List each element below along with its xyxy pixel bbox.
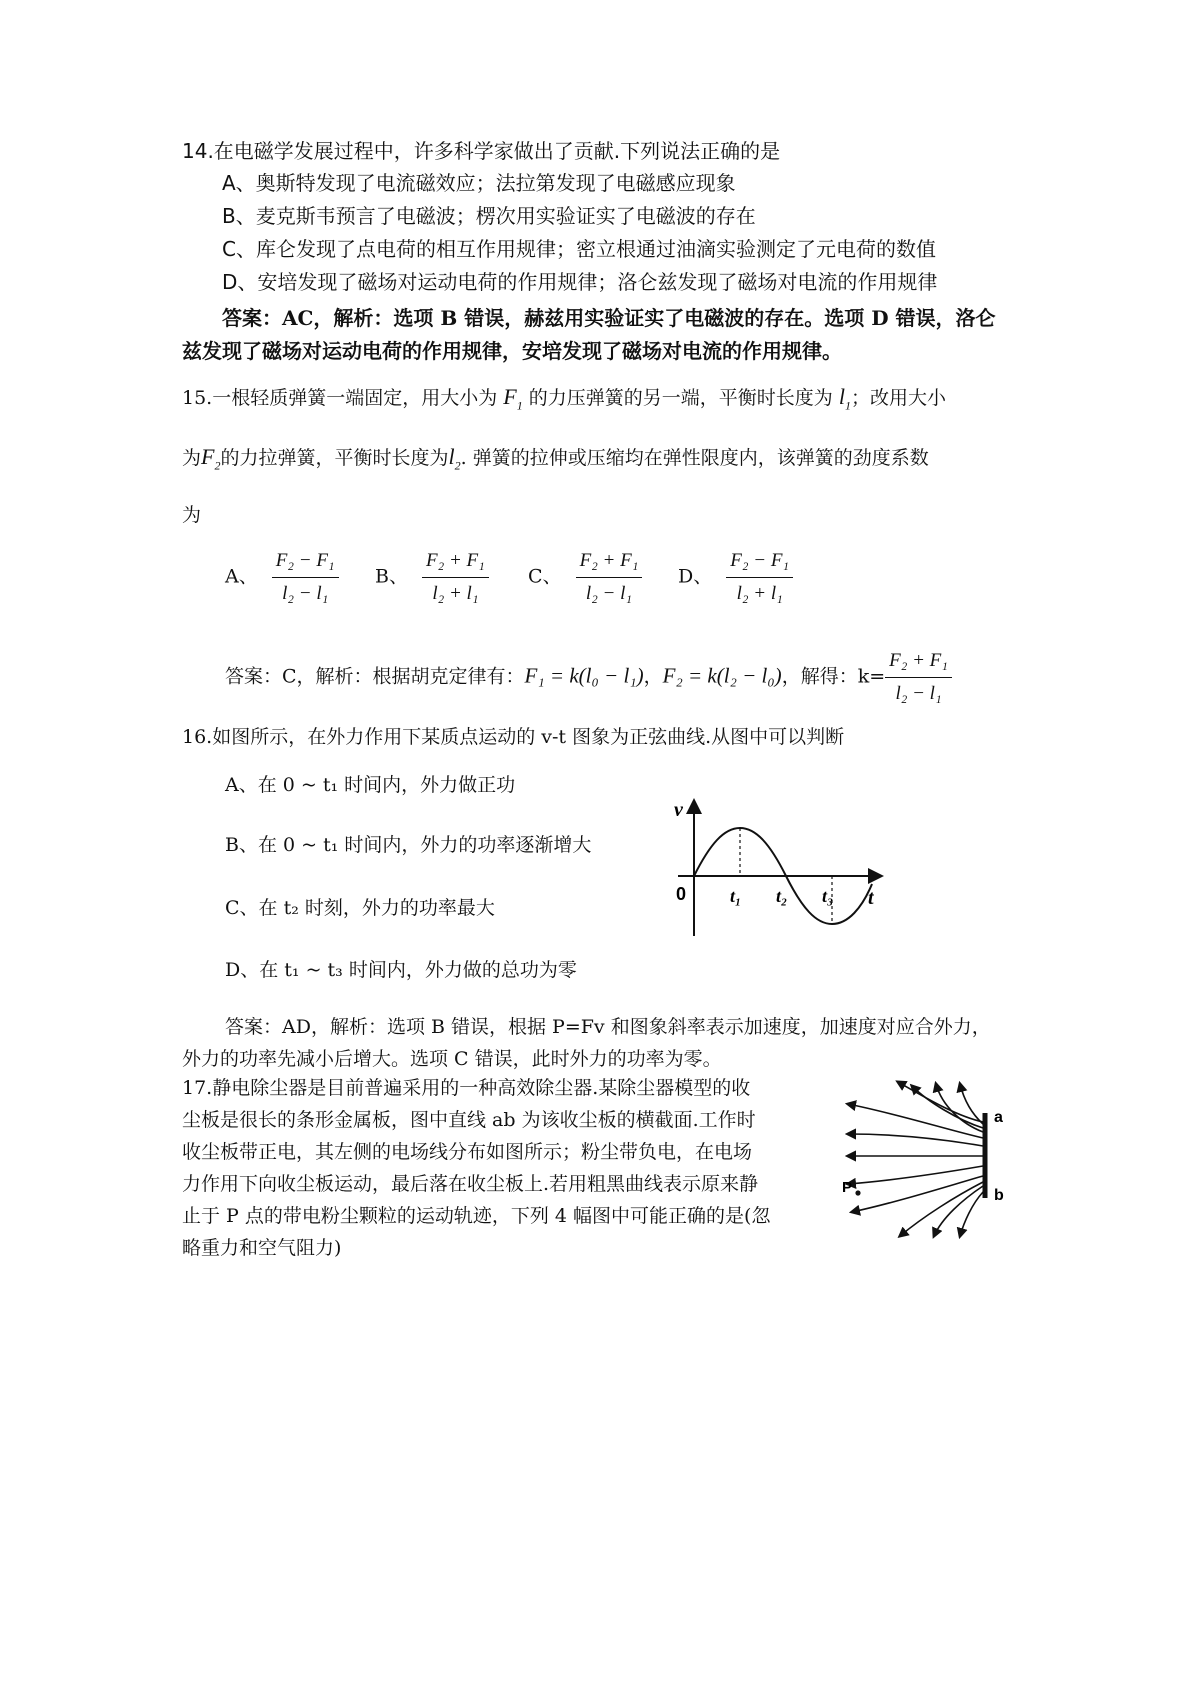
q17-line: 止于 P 点的带电粉尘颗粒的运动轨迹，下列 4 幅图中可能正确的是(忽 bbox=[182, 1205, 771, 1227]
q14-option-c: C、库仑发现了点电荷的相互作用规律；密立根通过油滴实验测定了元电荷的数值 bbox=[222, 237, 936, 261]
t-axis-label: t bbox=[868, 887, 874, 909]
q14-answer-line2: 兹发现了磁场对运动电荷的作用规律，安培发现了磁场对电流的作用规律。 bbox=[182, 339, 842, 363]
f1-symbol: $F_1$ bbox=[503, 384, 523, 413]
q17-line: 收尘板带正电，其左侧的电场线分布如图所示；粉尘带负电，在电场 bbox=[182, 1141, 753, 1163]
q16-option-c: C、在 t₂ 时刻，外力的功率最大 bbox=[225, 897, 495, 919]
q15-option-b-label: B、 bbox=[375, 565, 408, 588]
q14-answer-line1: 答案：AC，解析：选项 B 错误，赫兹用实验证实了电磁波的存在。选项 D 错误，洛仑 bbox=[222, 306, 996, 330]
fraction-denominator: l₂ + l₁ bbox=[736, 583, 783, 604]
field-line bbox=[934, 1186, 983, 1236]
t1-label: t₁ bbox=[730, 886, 742, 906]
q15-option-c-fraction bbox=[576, 548, 643, 607]
q15-solve-label: ，解得：k= bbox=[781, 665, 886, 688]
q17-line: 略重力和空气阻力) bbox=[182, 1237, 342, 1259]
fraction-denominator: l₂ + l₁ bbox=[432, 583, 479, 604]
q15-option-c bbox=[528, 548, 642, 607]
fraction-numerator: F₂ − F₁ bbox=[726, 548, 793, 578]
fraction-numerator: F₂ − F₁ bbox=[272, 548, 339, 578]
q14-option-b: B、麦克斯韦预言了电磁波；楞次用实验证实了电磁波的存在 bbox=[222, 204, 756, 228]
f2-symbol: $F_2$ bbox=[201, 444, 221, 473]
q17-line: 尘板是很长的条形金属板，图中直线 ab 为该收尘板的横截面.工作时 bbox=[182, 1109, 756, 1131]
q14-stem: 14.在电磁学发展过程中，许多科学家做出了贡献.下列说法正确的是 bbox=[182, 139, 781, 163]
q17-text bbox=[182, 1072, 770, 1264]
q15-eq2: F₂ = k(l₂ − l₀) bbox=[662, 663, 782, 688]
q15-option-b bbox=[375, 548, 489, 607]
fraction-numerator: F₂ + F₁ bbox=[422, 548, 489, 578]
q16-stem: 16.如图所示，在外力作用下某质点运动的 v-t 图象为正弦曲线.从图中可以判断 bbox=[182, 726, 845, 748]
l1-symbol: $l_1$ bbox=[838, 384, 851, 413]
t3-label: t₃ bbox=[822, 886, 834, 906]
q16-answer-line2: 外力的功率先减小后增大。选项 C 错误，此时外力的功率为零。 bbox=[182, 1048, 722, 1070]
l2-symbol: $l_2$ bbox=[448, 444, 461, 473]
point-p-label: P bbox=[842, 1179, 853, 1196]
q16-answer-line1: 答案：AD，解析：选项 B 错误，根据 P=Fv 和图象斜率表示加速度，加速度对应合外力， bbox=[225, 1016, 991, 1038]
q15-option-b-fraction bbox=[422, 548, 489, 607]
fraction-denominator: l₂ − l₁ bbox=[282, 583, 329, 604]
q15-option-a-fraction bbox=[272, 548, 339, 607]
q15-answer-prefix: 答案：C，解析：根据胡克定律有： bbox=[225, 665, 525, 688]
q17-line: 力作用下向收尘板运动，最后落在收尘板上.若用粗黑曲线表示原来静 bbox=[182, 1173, 759, 1195]
field-line bbox=[848, 1134, 983, 1146]
q15-stem-line2 bbox=[182, 443, 929, 473]
point-p bbox=[855, 1190, 860, 1195]
q15-text-3: ；改用大小 bbox=[850, 387, 946, 409]
t2-label: t₂ bbox=[776, 886, 788, 906]
q15-option-a-label: A、 bbox=[225, 565, 258, 588]
q15-option-d-fraction bbox=[726, 548, 793, 607]
q15-answer: 答案：C，解析：根据胡克定律有：F₁ = k(l₀ − l₁)，F₂ = k(l₂ − l₀)，解得：k= $\frac{\text{F₂ + F₁}}{\text{l₂ − l₁}}$ bbox=[225, 648, 952, 707]
origin-label: 0 bbox=[676, 884, 687, 904]
q17-line: 17.静电除尘器是目前普遍采用的一种高效除尘器.某除尘器模型的收 bbox=[182, 1077, 751, 1099]
q15-text-2: 的力压弹簧的另一端，平衡时长度为 bbox=[528, 387, 833, 409]
v-axis-label: v bbox=[674, 799, 683, 821]
fraction-denominator: l₂ − l₁ bbox=[895, 683, 942, 704]
plate-label-a: a bbox=[994, 1109, 1003, 1126]
q16-option-b: B、在 0 ~ t₁ 时间内，外力的功率逐渐增大 bbox=[225, 834, 592, 856]
field-line bbox=[898, 1082, 983, 1122]
field-line bbox=[960, 1192, 983, 1236]
q14-option-d: D、安培发现了磁场对运动电荷的作用规律；洛仑兹发现了磁场对电流的作用规律 bbox=[222, 270, 938, 294]
fraction-numerator: F₂ + F₁ bbox=[885, 648, 952, 678]
q15-answer-fraction bbox=[885, 648, 952, 707]
q15-stem-line1 bbox=[182, 383, 946, 413]
fraction-denominator: l₂ − l₁ bbox=[585, 583, 633, 604]
q16-option-d: D、在 t₁ ~ t₃ 时间内，外力做的总功为零 bbox=[225, 959, 577, 981]
fraction-numerator: F₂ + F₁ bbox=[576, 548, 643, 578]
q15-option-a bbox=[225, 548, 339, 607]
vt-graph bbox=[672, 798, 892, 938]
q15-option-c-label: C、 bbox=[528, 565, 562, 588]
q15-text-6: . 弹簧的拉伸或压缩均在弹性限度内，该弹簧的劲度系数 bbox=[460, 447, 929, 469]
q16-option-a: A、在 0 ~ t₁ 时间内，外力做正功 bbox=[225, 774, 516, 796]
q15-text-4: 为 bbox=[182, 447, 202, 469]
q15-eq1: F₁ = k(l₀ − l₁) bbox=[524, 663, 644, 688]
q15-stem-line3: 为 bbox=[182, 504, 202, 526]
plate-label-b: b bbox=[994, 1187, 1004, 1204]
q15-option-d-label: D、 bbox=[678, 565, 713, 588]
q15-option-d bbox=[678, 548, 793, 607]
q15-text-1: 15.一根轻质弹簧一端固定，用大小为 bbox=[182, 387, 498, 409]
field-line-figure bbox=[838, 1078, 1028, 1243]
q15-text-5: 的力拉弹簧，平衡时长度为 bbox=[220, 447, 449, 469]
q14-option-a: A、奥斯特发现了电流磁效应；法拉第发现了电磁感应现象 bbox=[222, 171, 736, 195]
